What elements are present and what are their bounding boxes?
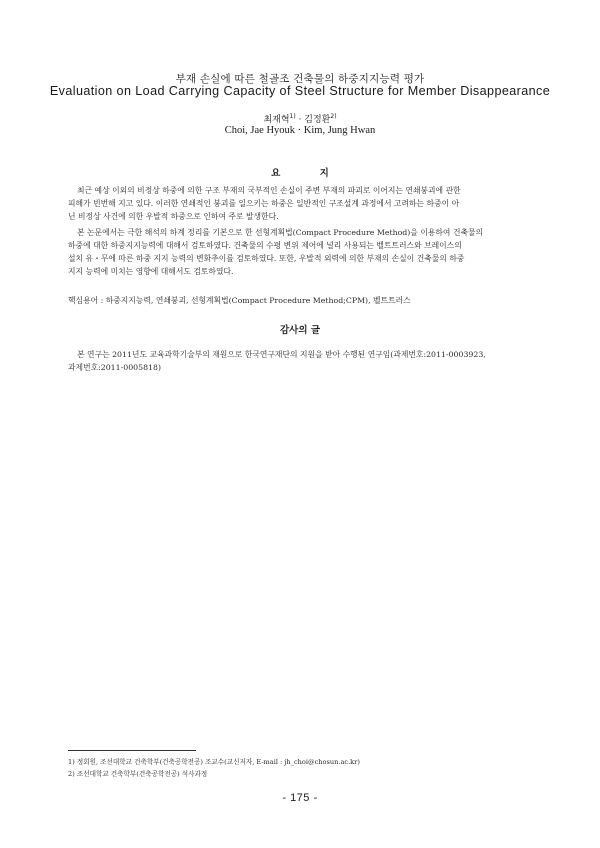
abstract-paragraph-2	[68, 226, 532, 278]
author-2-footnote-mark: 2)	[330, 113, 337, 120]
text-line: 설치 유・무에 따른 하중 지지 능력의 변화추이를 검토하였다. 또한, 우발적 외력에 의한 부재의 손실이 건축물의 하중	[68, 254, 465, 263]
title-english: Evaluation on Load Carrying Capacity of Steel Structure for Member Disappearance	[49, 84, 551, 98]
author-1-footnote-mark: 1)	[289, 113, 296, 120]
author-2-name: 김정환	[304, 115, 331, 125]
abstract-heading: 요 지	[271, 168, 347, 179]
page-number: - 175 -	[282, 792, 318, 804]
author-separator: ·	[295, 115, 305, 125]
footnote-2: 2) 조선대학교 건축학부(건축공학전공) 석사과정	[68, 770, 208, 778]
author-1-name: 최재혁	[263, 115, 290, 125]
abstract-paragraph-1	[68, 184, 532, 223]
footnotes	[68, 756, 532, 780]
keywords	[68, 294, 532, 307]
text-line: 피해가 빈번해 지고 있다. 이러한 연쇄적인 붕괴를 일으키는 하중은 일반적인 구조설계 과정에서 고려하는 하중이 아	[68, 199, 460, 208]
footnote-1: 1) 정회원, 조선대학교 건축학부(건축공학전공) 조교수(교신저자, E-mail : jh_choi@chosun.ac.kr)	[68, 758, 360, 766]
text-line: 최근 예상 이외의 비정상 하중에 의한 구조 부재의 국부적인 손실이 주변 부재의 파괴로 이어지는 연쇄붕괴에 관한	[77, 186, 461, 195]
text-line: 하중에 대한 하중지지능력에 대해서 검토하였다. 건축물의 수평 변위 제어에 널리 사용되는 벨트트러스와 브레이스의	[68, 241, 462, 250]
text-line: 닌 비정상 사건에 의한 우발적 하중으로 인하여 주로 발생한다.	[68, 212, 279, 221]
keywords-text: 핵심용어 : 하중지지능력, 연쇄붕괴, 선형계획법(Compact Procedure Method;CPM), 벨트트러스	[68, 296, 411, 305]
footnote-divider	[68, 750, 196, 751]
text-line: 본 논문에서는 극한 해석의 하계 정리를 기본으로 한 선형계획법(Compact Procedure Method)을 이용하여 건축물의	[77, 228, 484, 237]
text-line: 과제번호:2011-0005818)	[68, 363, 161, 372]
acknowledgment-heading: 감사의 글	[279, 325, 320, 336]
text-line: 지지 능력에 미치는 영향에 대해서도 검토하였다.	[68, 267, 234, 276]
authors-english: Choi, Jae Hyouk · Kim, Jung Hwan	[224, 125, 376, 136]
text-line: 본 연구는 2011년도 교육과학기술부의 재원으로 한국연구재단의 지원을 받아 수행된 연구임(과제번호:2011-0003923,	[77, 350, 486, 359]
authors-korean	[0, 112, 600, 125]
title-korean: 부재 손실에 따른 철골조 건축물의 하중지지능력 평가	[175, 73, 425, 85]
acknowledgment-paragraph	[68, 348, 532, 374]
